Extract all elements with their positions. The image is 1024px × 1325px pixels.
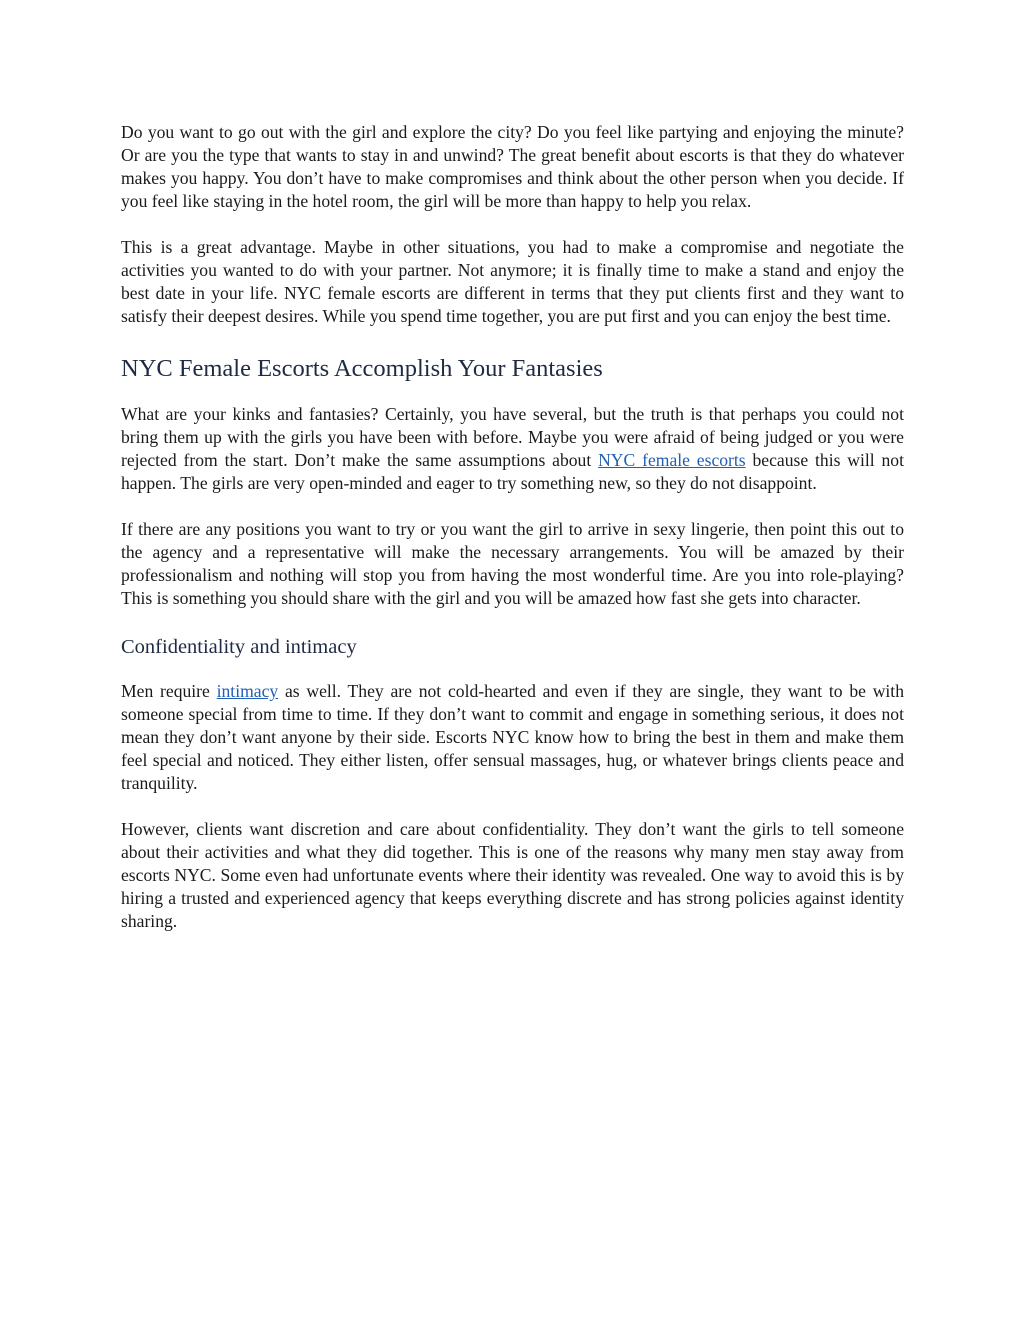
document-page — [121, 121, 904, 933]
paragraph-spacer — [121, 213, 904, 236]
intimacy-paragraph — [121, 680, 904, 795]
kinks-paragraph — [121, 403, 904, 495]
advantage-paragraph: This is a great advantage. Maybe in other situations, you had to make a compromise and negotiate the activities you wanted to do with your partner. Not anymore; it is finally time to make a stand and enjoy the best date in your life. NYC female escorts are different in terms that they put clients first and they want to satisfy their deepest desires. While you spend time together, you are put first and you can enjoy the best time. — [121, 237, 904, 326]
positions-paragraph: If there are any positions you want to try or you want the girl to arrive in sexy lingerie, then point this out to the agency and a representative will make the necessary arrangements. You will be amazed by their professionalism and nothing will stop you from having the most wonderful time. Are you into role-playing? This is something you should share with the girl and you will be amazed how fast she gets into character. — [121, 519, 904, 608]
intimacy-text-after: as well. They are not cold-hearted and even if they are single, they want to be with someone special from time to time. If they don’t want to commit and engage in something serious, it does not mean they don’t want anyone by their side. Escorts NYC know how to bring the best in them and make them feel special and noticed. They either listen, offer sensual massages, hug, or whatever brings clients peace and tranquility. — [121, 681, 904, 793]
section-heading-fantasies: NYC Female Escorts Accomplish Your Fantasies — [121, 355, 603, 382]
discretion-paragraph: However, clients want discretion and care about confidentiality. They don’t want the girls to tell someone about their activities and what they did together. This is one of the reasons why many men stay away from escorts NYC. Some even had unfortunate events where their identity was revealed. One way to avoid this is by hiring a trusted and experienced agency that keeps everything discrete and has strong policies against identity sharing. — [121, 819, 904, 931]
intimacy-link[interactable]: intimacy — [216, 681, 279, 701]
nyc-female-escorts-link[interactable]: NYC female escorts — [598, 450, 746, 470]
kinks-text-after: because this will not happen. The girls are very open-minded and eager to try something new, so they do not disappoint. — [121, 450, 904, 493]
kinks-text-before: What are your kinks and fantasies? Certainly, you have several, but the truth is that perhaps you could not bring them up with the girls you have been with before. Maybe you were afraid of being judged or you were rejected from the start. Don’t make the same assumptions about — [121, 404, 904, 470]
intro-paragraph: Do you want to go out with the girl and explore the city? Do you feel like partying and enjoying the minute? Or are you the type that wants to stay in and unwind? The great benefit about escorts is that they do whatever makes you happy. You don’t have to make compromises and think about the other person when you decide. If you feel like staying in the hotel room, the girl will be more than happy to help you relax. — [121, 122, 904, 211]
paragraph-spacer — [121, 795, 904, 818]
paragraph-spacer — [121, 495, 904, 518]
section-heading-confidentiality: Confidentiality and intimacy — [121, 636, 357, 658]
intimacy-text-before: Men require — [121, 681, 217, 701]
